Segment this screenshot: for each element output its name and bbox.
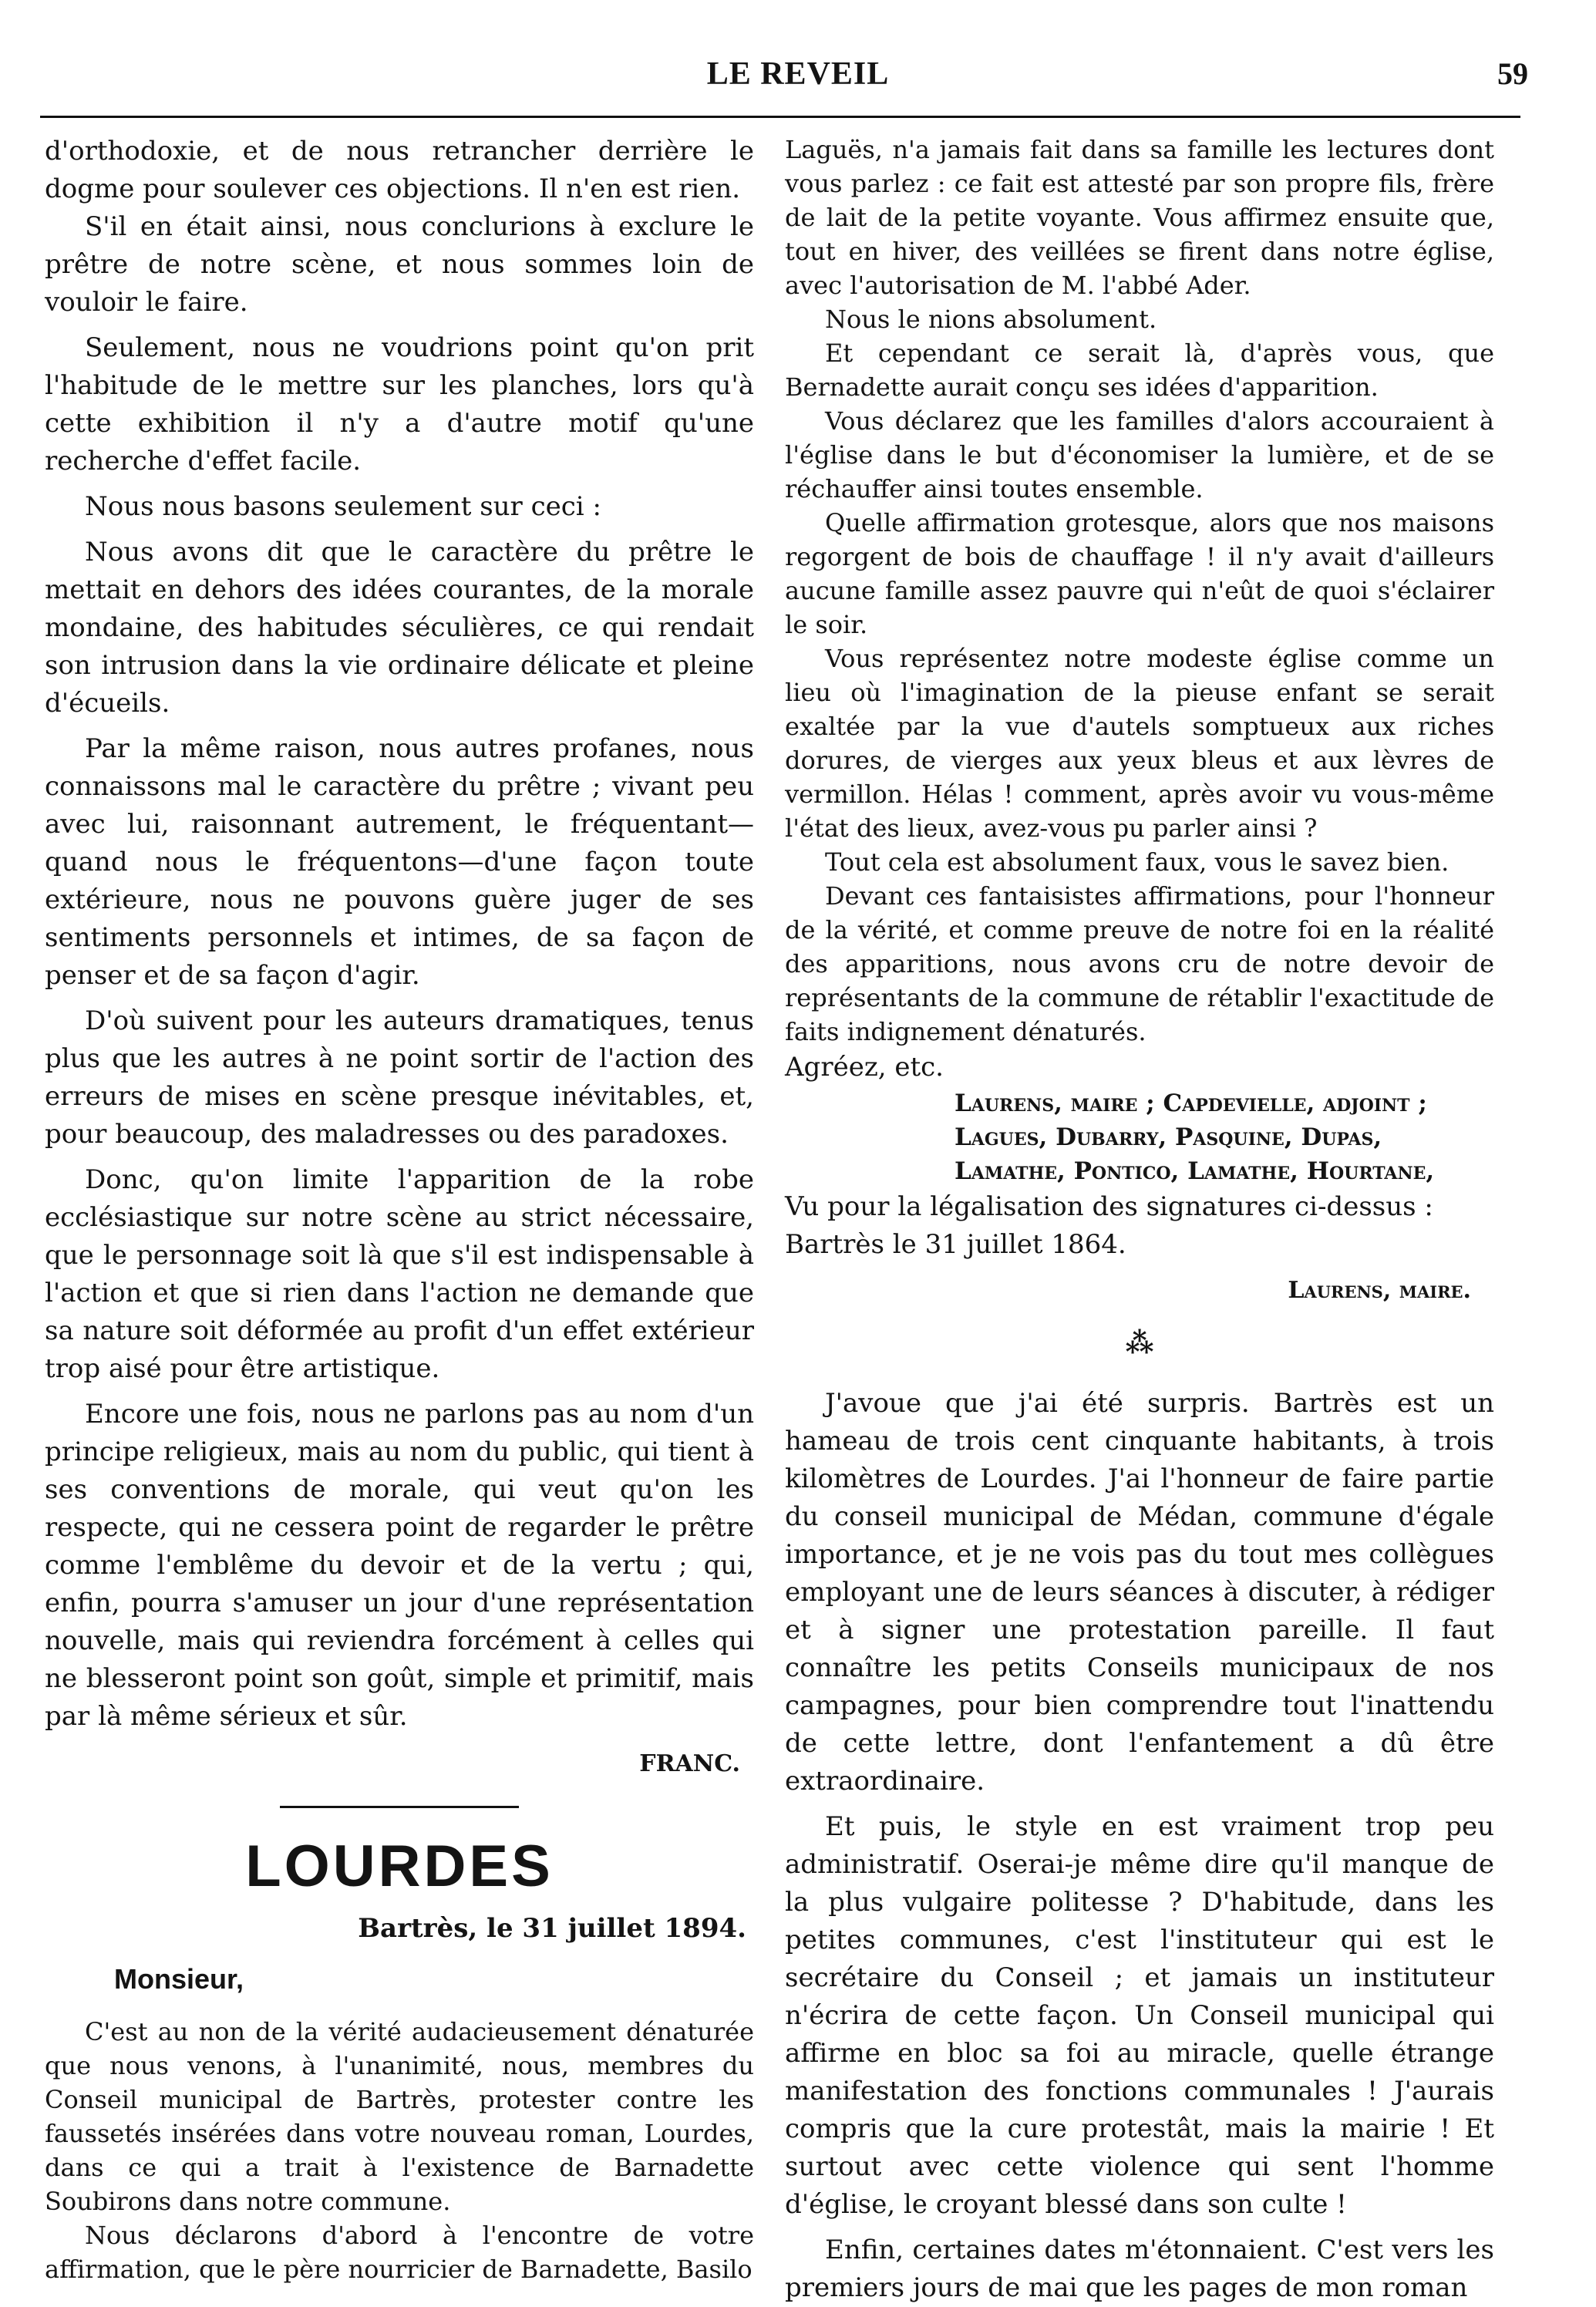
letter-salutation: Monsieur, [114,1963,244,1995]
paragraph: Et puis, le style en est vraiment trop peu administratif. Oserai-je même dire qu'il manque de la plus vulgaire politesse ? D'habitude, dans les petites communes, c'est l'instituteur qui est le secrétaire du Conseil ; et jamais un instituteur n'écrira de cette façon. Un Conseil municipal qui affirme en bloc sa foi au miracle, quelle étrange manifestation des fonctions communales ! J'aurais compris que la cure protestât, mais la mairie ! Et surtout avec cette violence qui sent l'homme d'église, le croyant blessé dans son culte ! [785,1811,1494,2220]
letter-paragraph: Quelle affirmation grotesque, alors que nos maisons regorgent de bois de chauffage ! il n'y avait d'ailleurs aucune famille assez pauvre qui n'eût de quoi s'éclairer le soir. [785,508,1494,639]
paragraph: Donc, qu'on limite l'apparition de la robe ecclésiastique sur notre scène au strict nécessaire, que le personnage soit là que s'il est indispensable à l'action et que si rien dans l'action ne demande que sa nature soit déformée au profit d'un effet extérieur trop aisé pour être artistique. [45,1164,754,1384]
right-column [785,133,1494,2307]
header-rule [40,116,1520,118]
author-signature: FRANC. [639,1750,740,1777]
letter-paragraph: Nous déclarons d'abord à l'encontre de votre affirmation, que le père nourricier de Barnadette, Basilo [45,2221,754,2284]
signatories-line: Laurens, maire ; Capdevielle, adjoint ; [955,1090,1427,1117]
running-head [0,56,1596,102]
legalisation-note: Vu pour la légalisation des signatures ci-dessus : [785,1191,1433,1222]
paragraph: D'où suivent pour les auteurs dramatiques, tenus plus que les autres à ne point sortir de l'action des erreurs de mises en scène presque inévitables, et, pour beaucoup, des maladresses ou des paradoxes. [45,1005,754,1150]
left-column [45,133,754,2286]
paragraph: J'avoue que j'ai été surpris. Bartrès est un hameau de trois cent cinquante habitants, à trois kilomètres de Lourdes. J'ai l'honneur de faire partie du conseil municipal de Médan, commune d'égale importance, et je ne vois pas du tout mes collègues employant une de leurs séances à discuter, à rédiger et à signer une protestation pareille. Il faut connaître les petits Conseils municipaux de nos campagnes, pour bien comprendre tout l'inattendu de cette lettre, dont l'enfantement a dû être extraordinaire. [785,1388,1494,1797]
letter-closing: Agréez, etc. [785,1052,944,1083]
letter-paragraph: Tout cela est absolument faux, vous le savez bien. [825,847,1450,877]
paragraph: Encore une fois, nous ne parlons pas au nom d'un principe religieux, mais au nom du public, qui tient à ses conventions de morale, qui veut qu'on les respecte, qui ne cessera point de regarder le prêtre comme l'emblême du devoir et de la vertu ; qui, enfin, pourra s'amuser un jour d'une représentation nouvelle, mais qui reviendra forcément à celles qui ne blesseront point son goût, simple et primitif, mais par là même sérieux et sûr. [45,1399,754,1732]
letter-paragraph: Nous le nions absolument. [825,305,1157,334]
letter-body-left [45,2015,754,2286]
legalisation-date: Bartrès le 31 juillet 1864. [785,1229,1126,1260]
paragraph: d'orthodoxie, et de nous retrancher derrière le dogme pour soulever ces objections. Il n'en est rien. [45,136,754,204]
letter-paragraph: Vous représentez notre modeste église comme un lieu où l'imagination de la pieuse enfant se serait exaltée par la vue d'autels somptueux aux riches dorures, de vierges aux yeux bleus et aux lèvres de vermillon. Hélas ! comment, après avoir vu vous-même l'état des lieux, avez-vous pu parler ainsi ? [785,644,1494,843]
paragraph: Par la même raison, nous autres profanes, nous connaissons mal le caractère du prêtre ; vivant peu avec lui, raisonnant autrement, le fréquentant—quand nous le fréquentons—d'une façon toute extérieure, nous ne pouvons guère juger de ses sentiments personnels et intimes, de sa façon de penser et de sa façon d'agir. [45,733,754,991]
letter-dateline: Bartrès, le 31 juillet 1894. [358,1913,746,1944]
section-rule [280,1806,519,1808]
asterism-divider: ⁂ [1125,1327,1154,1359]
paragraph: S'il en était ainsi, nous conclurions à exclure le prêtre de notre scène, et nous sommes loin de vouloir le faire. [45,211,754,318]
section-title: LOURDES [245,1834,554,1899]
letter-paragraph: C'est au non de la vérité audacieusement dénaturée que nous venons, à l'unanimité, nous, membres du Conseil municipal de Bartrès, protester contre les faussetés insérées dans votre nouveau roman, Lourdes, dans ce qui a trait à l'existence de Barnadette Soubirons dans notre commune. [45,2017,754,2216]
page-number: 59 [1497,56,1528,91]
letter-paragraph: Devant ces fantaisistes affirmations, pour l'honneur de la vérité, et comme preuve de notre foi en la réalité des apparitions, nous avons cru de notre devoir de représentants de la commune de rétablir l'exactitude de faits indignement dénaturés. [785,881,1494,1046]
paragraph: Nous avons dit que le caractère du prêtre le mettait en dehors des idées courantes, de la morale mondaine, des habitudes séculières, ce qui rendait son intrusion dans la vie ordinaire délicate et pleine d'écueils. [45,537,754,719]
legalisation-signature: Laurens, maire. [1288,1277,1471,1304]
letter-paragraph: Vous déclarez que les familles d'alors accouraient à l'église dans le but d'économiser la lumière, et de se réchauffer ainsi toutes ensemble. [785,406,1494,503]
letter-paragraph: Et cependant ce serait là, d'après vous, que Bernadette aurait conçu ses idées d'apparition. [785,338,1494,402]
paragraph: Enfin, certaines dates m'étonnaient. C'est vers les premiers jours de mai que les pages de mon roman [785,2235,1494,2303]
letter-paragraph: Laguës, n'a jamais fait dans sa famille les lectures dont vous parlez : ce fait est attesté par son propre fils, frère de lait de la petite voyante. Vous affirmez ensuite que, tout en hiver, des veillées se firent dans notre église, avec l'autorisation de M. l'abbé Ader. [785,135,1494,300]
paragraph: Nous nous basons seulement sur ceci : [85,491,601,522]
letter-body-right [785,133,1494,1049]
paragraph: Seulement, nous ne voudrions point qu'on prit l'habitude de le mettre sur les planches, lors qu'à cette exhibition il n'y a d'autre motif qu'une recherche d'effet facile. [45,332,754,477]
journal-title: LE REVEIL [706,56,890,92]
signatories-line: Lagues, Dubarry, Pasquine, Dupas, [955,1123,1382,1151]
signatories-line: Lamathe, Pontico, Lamathe, Hourtane, [955,1157,1435,1185]
